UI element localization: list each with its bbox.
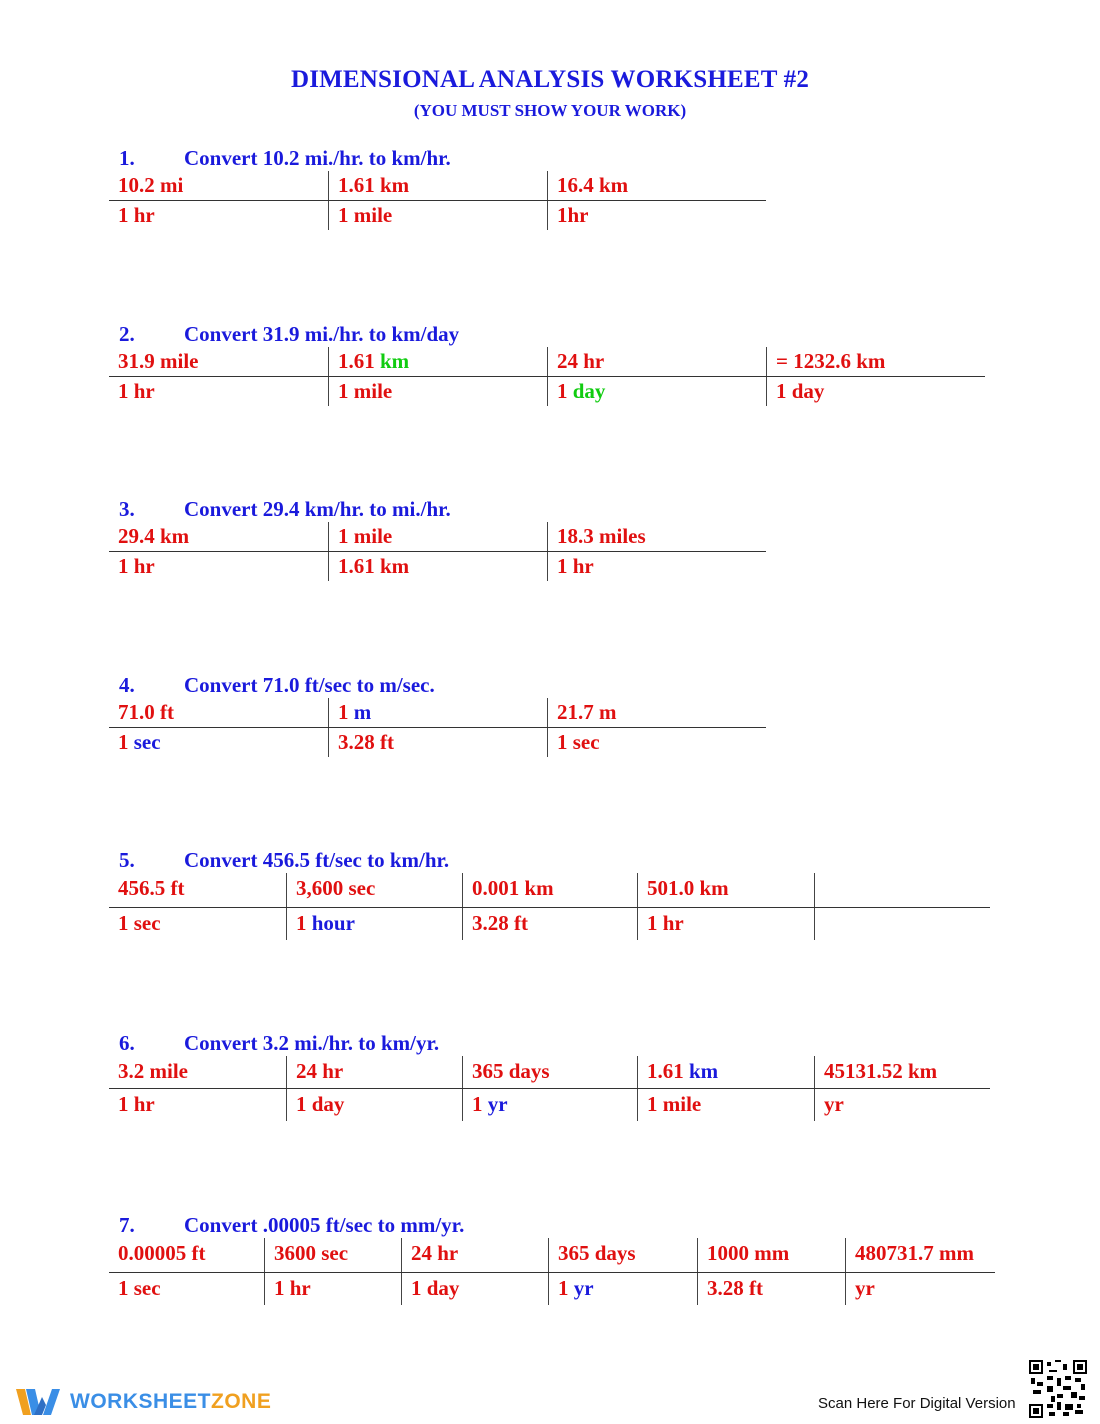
cell-value: 45131.52 km (824, 1059, 938, 1083)
numerator-row (109, 1238, 995, 1273)
table-cell (328, 728, 547, 757)
cell-value: 480731.7 mm (855, 1241, 974, 1265)
problem-text: Convert 71.0 ft/sec to m/sec. (184, 673, 435, 697)
table-cell (766, 347, 985, 376)
table-cell (328, 698, 547, 727)
table-cell (462, 873, 637, 907)
cell-unit: km (380, 349, 410, 373)
cell-value: 1 sec (557, 730, 600, 754)
table-cell (401, 1238, 548, 1272)
table-cell: 1 hr (547, 552, 766, 581)
worksheetzone-logo[interactable] (14, 1382, 271, 1422)
table-cell (328, 377, 547, 406)
cell-value: 31.9 mile (118, 349, 199, 373)
cell-value: 71.0 ft (118, 700, 174, 724)
table-cell: 1 hr (118, 203, 155, 227)
cell-unit: m (353, 700, 372, 724)
cell-value: 1 hr (118, 1092, 155, 1116)
qr-code-icon[interactable] (1029, 1360, 1087, 1418)
cell-value: 3.28 ft (338, 730, 394, 754)
problem-text: Convert 29.4 km/hr. to mi./hr. (184, 497, 451, 521)
cell-unit: km (689, 1059, 719, 1083)
cell-value: 1 (472, 1092, 488, 1116)
denominator-row (109, 1089, 990, 1121)
table-cell (637, 873, 814, 907)
cell-value: 1 sec (118, 911, 161, 935)
cell-value: 1 sec (118, 1276, 161, 1300)
table-cell (637, 1056, 814, 1088)
numerator-row (109, 522, 766, 552)
problem-2 (109, 321, 985, 406)
cell-value: 365 days (472, 1059, 550, 1083)
cell-value: 24 hr (296, 1059, 344, 1083)
conversion-table (109, 698, 766, 757)
cell-value: 1 hr (647, 911, 684, 935)
cell-value: 501.0 km (647, 876, 729, 900)
problem-number: 5. (119, 848, 135, 872)
table-cell (286, 873, 462, 907)
cell-value: 1 mile (338, 379, 393, 403)
page-subtitle: (YOU MUST SHOW YOUR WORK) (413, 101, 687, 120)
cell-value: 1 (557, 379, 573, 403)
problem-number: 7. (119, 1213, 135, 1237)
table-cell: 1.61 km (328, 171, 547, 200)
problem-question (109, 321, 985, 347)
cell-value: 3.2 mile (118, 1059, 188, 1083)
cell-value: = 1232.6 km (776, 349, 886, 373)
table-cell (109, 377, 328, 406)
table-cell (814, 908, 990, 940)
table-cell (109, 1238, 264, 1272)
denominator-row (109, 728, 766, 757)
cell-unit: hour (311, 911, 355, 935)
table-cell (766, 377, 985, 406)
cell-value: 0.00005 ft (118, 1241, 206, 1265)
table-cell (109, 698, 328, 727)
table-cell: 1.61 km (328, 552, 547, 581)
cell-value: 3.28 ft (472, 911, 528, 935)
cell-value: 1 (558, 1276, 574, 1300)
problem-1 (109, 145, 766, 230)
page-title: DIMENSIONAL ANALYSIS WORKSHEET #2 (290, 66, 810, 93)
problem-question (109, 672, 766, 698)
cell-unit: sec (133, 730, 161, 754)
problem-7 (109, 1212, 995, 1305)
table-cell (845, 1273, 995, 1305)
cell-value: 1 mile (647, 1092, 702, 1116)
problem-3 (109, 496, 766, 581)
table-cell (109, 1056, 286, 1088)
table-cell (264, 1238, 401, 1272)
table-cell (547, 728, 766, 757)
cell-value: 1 (296, 911, 312, 935)
cell-unit: yr (573, 1276, 594, 1300)
cell-value: 456.5 ft (118, 876, 185, 900)
table-cell (286, 1056, 462, 1088)
problem-text: Convert 456.5 ft/sec to km/hr. (184, 848, 450, 872)
table-cell (462, 1089, 637, 1121)
problem-6 (109, 1030, 990, 1121)
denominator-row (109, 552, 766, 581)
table-cell: 18.3 miles (547, 522, 766, 551)
table-cell (109, 1089, 286, 1121)
cell-value: 21.7 m (557, 700, 617, 724)
cell-value: 24 hr (411, 1241, 459, 1265)
problem-question (109, 847, 990, 873)
denominator-row (109, 377, 985, 406)
problem-question (109, 1030, 990, 1056)
table-cell (845, 1238, 995, 1272)
denominator-row (109, 1273, 995, 1305)
table-cell (547, 347, 766, 376)
denominator-row (109, 908, 990, 940)
table-cell: 29.4 km (118, 524, 190, 548)
table-cell (637, 1089, 814, 1121)
table-cell: 10.2 mi (118, 173, 184, 197)
table-cell: 1 hr (118, 554, 155, 578)
problem-5 (109, 847, 990, 940)
table-cell: 1 mile (328, 201, 547, 230)
cell-value: 365 days (558, 1241, 636, 1265)
problem-text: Convert 31.9 mi./hr. to km/day (184, 322, 460, 346)
cell-value: 1 (338, 700, 354, 724)
cell-value: 3,600 sec (296, 876, 376, 900)
numerator-row (109, 873, 990, 908)
cell-unit: yr (487, 1092, 508, 1116)
logo-w-icon (14, 1385, 62, 1419)
problem-text: Convert .00005 ft/sec to mm/yr. (184, 1213, 465, 1237)
problem-number: 6. (119, 1031, 135, 1055)
problem-question (109, 496, 766, 522)
cell-value: 1 hr (118, 379, 155, 403)
cell-unit: day (572, 379, 606, 403)
cell-value: 1 (118, 730, 134, 754)
table-cell: 16.4 km (547, 171, 766, 200)
cell-value: 1 day (411, 1276, 460, 1300)
table-cell (401, 1273, 548, 1305)
table-cell (547, 377, 766, 406)
cell-value: 0.001 km (472, 876, 554, 900)
table-cell: 1 mile (328, 522, 547, 551)
numerator-row (109, 698, 766, 728)
scan-text: Scan Here For Digital Version (818, 1395, 1016, 1412)
problem-text: Convert 3.2 mi./hr. to km/yr. (184, 1031, 440, 1055)
conversion-table (109, 522, 766, 581)
cell-value: 3.28 ft (707, 1276, 763, 1300)
table-cell (109, 728, 328, 757)
table-cell (697, 1238, 845, 1272)
problem-question (109, 145, 766, 171)
cell-value: 1.61 (647, 1059, 689, 1083)
conversion-table (109, 171, 766, 230)
table-cell (286, 1089, 462, 1121)
table-cell (462, 1056, 637, 1088)
problem-number: 1. (119, 146, 135, 170)
cell-value: yr (855, 1276, 875, 1300)
table-cell (548, 1273, 697, 1305)
problem-text: Convert 10.2 mi./hr. to km/hr. (184, 146, 451, 170)
table-cell (109, 873, 286, 907)
table-cell (264, 1273, 401, 1305)
cell-value: 1.61 (338, 349, 380, 373)
numerator-row (109, 171, 766, 201)
conversion-table (109, 1238, 995, 1305)
table-cell (548, 1238, 697, 1272)
table-cell (286, 908, 462, 940)
numerator-row (109, 347, 985, 377)
table-cell (697, 1273, 845, 1305)
table-cell: 1hr (547, 201, 766, 230)
table-cell (109, 347, 328, 376)
problem-number: 4. (119, 673, 135, 697)
problem-number: 3. (119, 497, 135, 521)
cell-value: yr (824, 1092, 844, 1116)
denominator-row (109, 201, 766, 230)
problem-question (109, 1212, 995, 1238)
cell-value: 24 hr (557, 349, 605, 373)
table-cell (328, 347, 547, 376)
cell-value: 1 hr (274, 1276, 311, 1300)
conversion-table (109, 873, 990, 940)
table-cell (637, 908, 814, 940)
table-cell (462, 908, 637, 940)
cell-value: 1000 mm (707, 1241, 790, 1265)
table-cell (814, 1056, 990, 1088)
table-cell (814, 1089, 990, 1121)
numerator-row (109, 1056, 990, 1089)
logo-text: WORKSHEETZONE (70, 1390, 272, 1413)
table-cell (109, 1273, 264, 1305)
table-cell (547, 698, 766, 727)
table-cell (814, 873, 990, 907)
cell-value: 1 day (296, 1092, 345, 1116)
cell-value: 3600 sec (274, 1241, 349, 1265)
conversion-table (109, 347, 985, 406)
problem-4 (109, 672, 766, 757)
problem-number: 2. (119, 322, 135, 346)
cell-value: 1 day (776, 379, 825, 403)
table-cell (109, 908, 286, 940)
conversion-table (109, 1056, 990, 1121)
